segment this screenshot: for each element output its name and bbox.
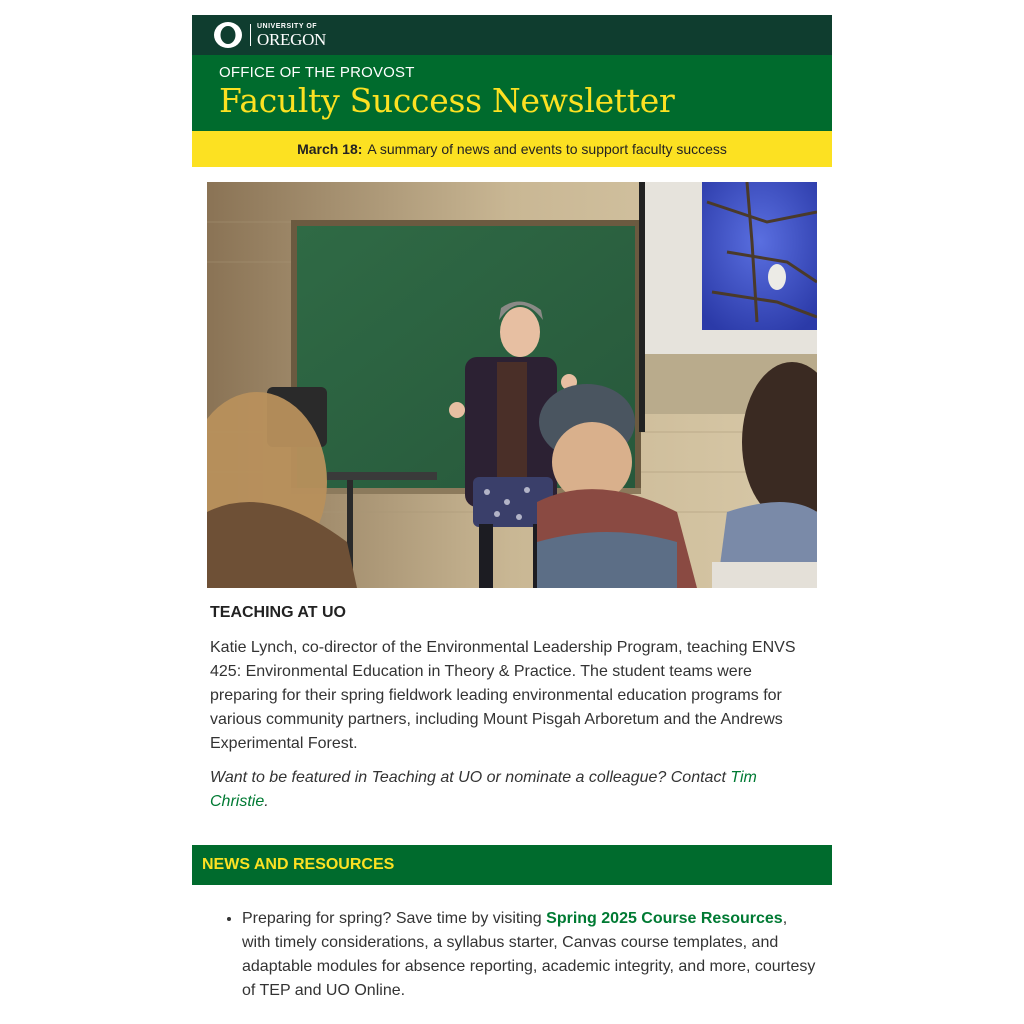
newsletter-title: Faculty Success Newsletter xyxy=(219,81,675,120)
news-heading: NEWS AND RESOURCES xyxy=(202,856,395,873)
list-item xyxy=(242,907,832,1003)
news-list xyxy=(192,907,832,1003)
issue-date: March 18: xyxy=(297,141,363,157)
news-section-header xyxy=(192,845,832,885)
logo-divider xyxy=(250,24,251,46)
cta-text: Want to be featured in Teaching at UO or nominate a colleague? Contact xyxy=(210,769,726,786)
o-logo-icon xyxy=(213,21,243,49)
uo-logo[interactable] xyxy=(213,21,326,49)
cta-end: . xyxy=(264,793,269,810)
feature-section xyxy=(192,604,832,814)
title-banner xyxy=(192,55,832,131)
feature-body: Katie Lynch, co-director of the Environmental Leadership Program, teaching ENVS 425: Environmental Education in Theory & Practice. The student teams were preparing for their spring fieldwork leading environmental education programs for various community partners, including Mount Pisgah Arboretum and the Andrews Experimental Forest. xyxy=(210,639,796,752)
logo-wordmark xyxy=(257,23,326,48)
date-bar xyxy=(192,131,832,167)
contact-link-tim-christie[interactable]: Tim Christie xyxy=(210,769,757,810)
office-kicker: OFFICE OF THE PROVOST xyxy=(219,64,415,81)
news-item-text: Preparing for spring? Save time by visiting xyxy=(242,910,542,927)
spring-course-resources-link[interactable]: Spring 2025 Course Resources xyxy=(546,910,783,927)
feature-heading: TEACHING AT UO xyxy=(210,604,346,621)
news-item-text-after: , with timely considerations, a syllabus starter, Canvas course templates, and adaptable modules for absence reporting, academic integrity, and more, courtesy of TEP and UO Online. xyxy=(242,910,816,999)
newsletter xyxy=(192,15,832,1003)
logo-small-text: UNIVERSITY OF xyxy=(257,22,318,30)
feature-photo xyxy=(207,182,817,588)
issue-summary: A summary of news and events to support faculty success xyxy=(367,141,727,157)
brand-bar xyxy=(192,15,832,55)
feature-cta xyxy=(210,766,814,814)
logo-big-text: OREGON xyxy=(257,29,327,49)
